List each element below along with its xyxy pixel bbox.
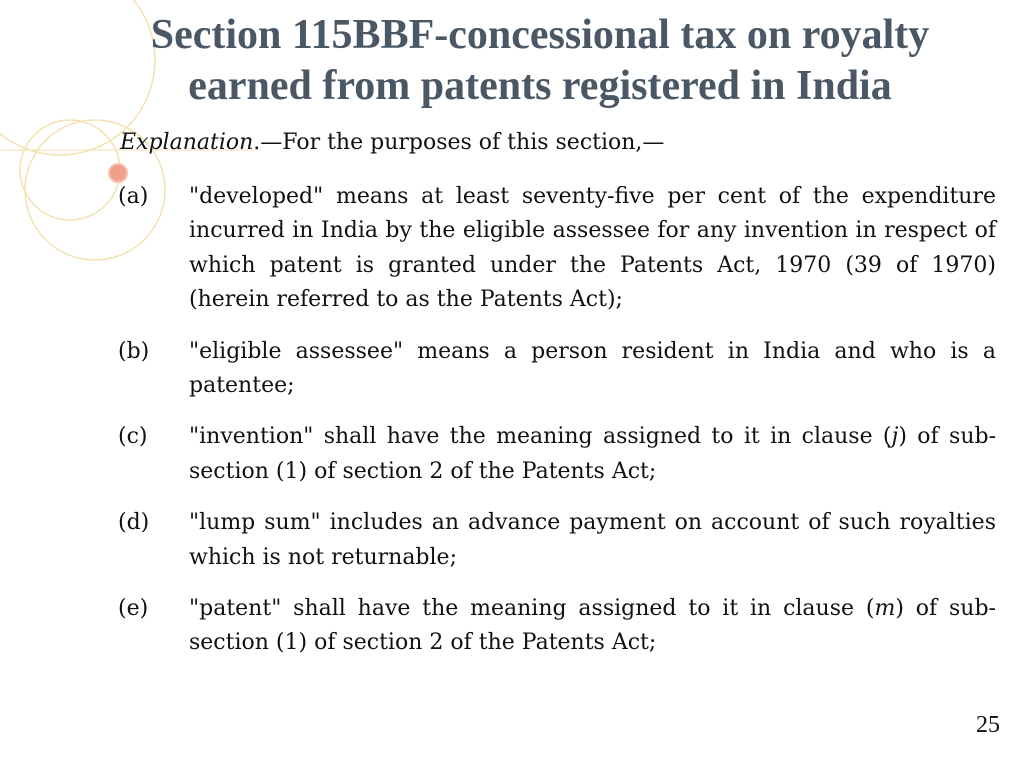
clause-text: "developed" means at least seventy-five per cent of the expenditure incurred in India by the eligible assessee for any invention in respect of which patent is granted under the Patents Act, 1970 (39 of 1970) (herein referred to as the Patents Act); xyxy=(189,184,996,313)
explanation-text: .—For the purposes of this section,— xyxy=(253,130,665,155)
clause-c xyxy=(118,420,998,489)
clause-a xyxy=(118,180,998,318)
clause-letter: (a) xyxy=(118,184,149,209)
title-line-2: earned from patents registered in India xyxy=(188,63,892,109)
explanation-heading xyxy=(120,126,1000,160)
clause-text-after: ) of sub-section (1) of section 2 of the Patents Act; xyxy=(189,596,996,656)
explanation-label: Explanation xyxy=(120,130,254,155)
clause-list xyxy=(118,180,998,678)
clause-text xyxy=(189,420,996,489)
clause-letter: (c) xyxy=(118,424,148,450)
decor-circle-mid xyxy=(20,120,120,220)
clause-b xyxy=(118,335,998,404)
clause-e xyxy=(118,592,998,661)
title-line-1: Section 115BBF-concessional tax on royalty xyxy=(150,12,930,58)
clause-text: "eligible assessee" means a person resident in India and who is a patentee; xyxy=(189,338,996,399)
clause-text-after: ) of sub-section (1) of section 2 of the Patents Act; xyxy=(189,424,997,484)
clause-reference: m xyxy=(874,596,896,622)
clause-letter: (e) xyxy=(118,596,149,622)
page-number: 25 xyxy=(976,712,1000,738)
clause-text-before: "patent" shall have the meaning assigned to it in clause ( xyxy=(189,596,875,622)
clause-letter: (d) xyxy=(118,510,150,536)
clause-reference: j xyxy=(891,424,899,450)
clause-text-before: "invention" shall have the meaning assigned to it in clause ( xyxy=(189,424,892,450)
clause-letter: (b) xyxy=(118,338,150,364)
clause-text: "lump sum" includes an advance payment on account of such royalties which is not returnable; xyxy=(189,510,996,570)
clause-text xyxy=(189,592,996,661)
clause-d xyxy=(118,506,998,575)
slide-title xyxy=(60,10,1020,112)
